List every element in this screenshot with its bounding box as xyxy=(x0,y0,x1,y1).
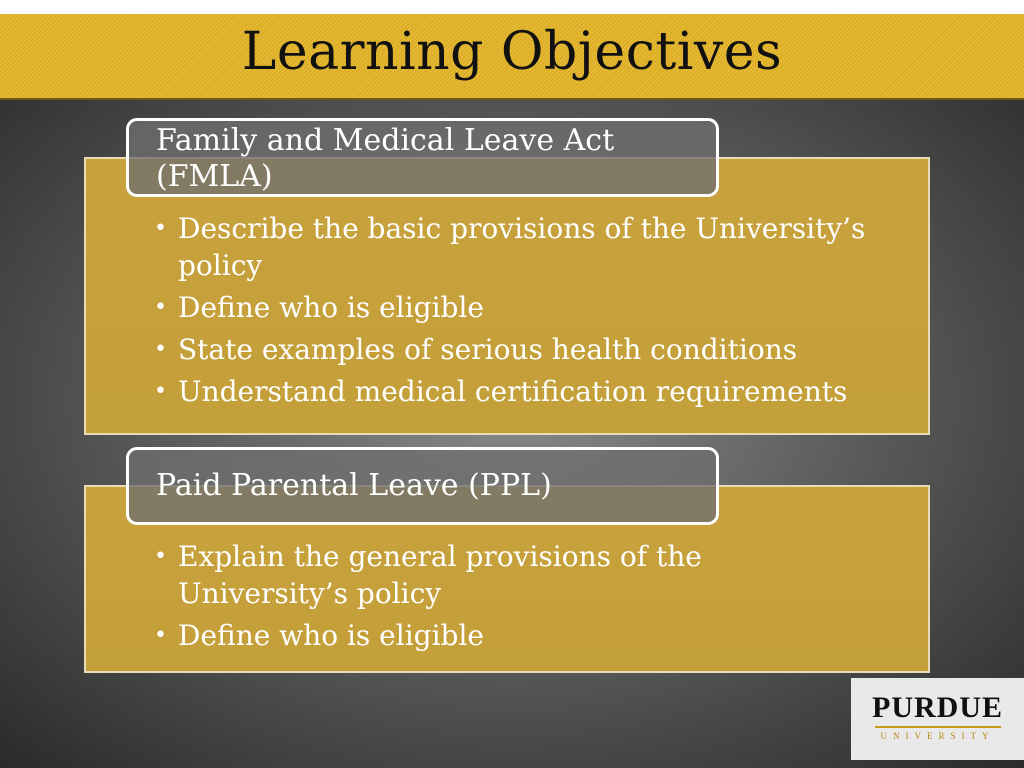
purdue-logo xyxy=(851,678,1024,760)
logo-rule xyxy=(875,726,1001,728)
top-strip xyxy=(0,0,1024,14)
fmla-bullet-list xyxy=(154,210,874,415)
fmla-header: Family and Medical Leave Act (FMLA) xyxy=(126,118,719,197)
fmla-bullet-1: • Describe the basic provisions of the University’s policy xyxy=(154,210,874,284)
slide-title: Learning Objectives xyxy=(241,22,783,82)
logo-wordmark: PURDUE xyxy=(872,691,1003,724)
fmla-bullet-2: • Define who is eligible xyxy=(154,289,874,326)
ppl-bullet-1: • Explain the general provisions of the University’s policy xyxy=(154,538,874,612)
ppl-bullet-list xyxy=(154,538,874,659)
fmla-bullet-4: • Understand medical certification requirements xyxy=(154,373,874,410)
title-bar xyxy=(0,14,1024,100)
ppl-bullet-2: • Define who is eligible xyxy=(154,617,874,654)
ppl-header: Paid Parental Leave (PPL) xyxy=(126,447,719,525)
fmla-bullet-3: • State examples of serious health conditions xyxy=(154,331,874,368)
logo-subtitle: UNIVERSITY xyxy=(880,731,995,741)
